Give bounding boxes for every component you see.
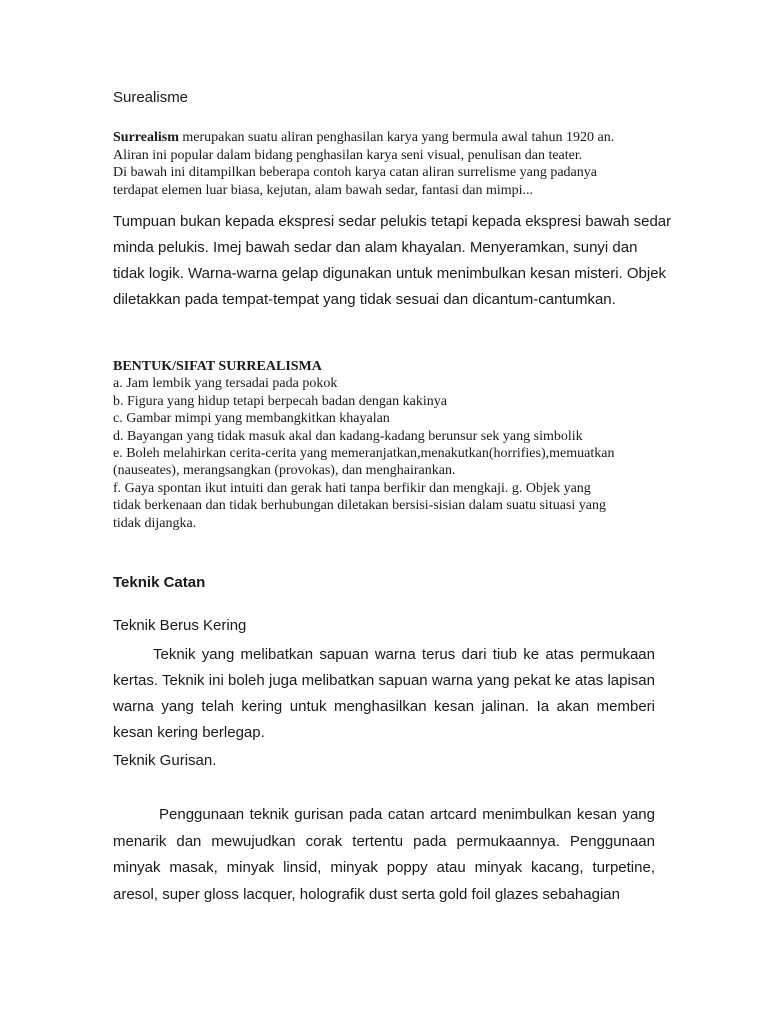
list-item: (nauseates), merangsangkan (provokas), dan menghairankan. <box>113 463 456 479</box>
list-item: tidak dijangka. <box>113 515 197 531</box>
berus-kering-text: Teknik yang melibatkan sapuan warna terus dari tiub ke atas permukaan kertas. Teknik ini boleh juga melibatkan sapuan warna yang pekat ke atas lapisan warna yang telah kering untuk menghasilkan kesan jalinan. Ia akan memberi kesan kering berlegap. <box>113 646 655 741</box>
intro-line-1-rest: merupakan suatu aliran penghasilan karya yang bermula awal tahun 1920 an. <box>178 130 615 145</box>
section-heading-teknik-catan: Teknik Catan <box>113 574 206 591</box>
document-title: Surealisme <box>113 89 189 106</box>
subsection-title-berus-kering: Teknik Berus Kering <box>113 617 247 634</box>
characteristics-heading: BENTUK/SIFAT SURREALISMA <box>113 359 322 374</box>
gurisan-paragraph <box>113 802 655 908</box>
list-item: d. Bayangan yang tidak masuk akal dan kadang-kadang berunsur sek yang simbolik <box>113 428 583 444</box>
characteristics-section <box>113 358 673 532</box>
intro-line-4: terdapat elemen luar biasa, kejutan, alam bawah sedar, fantasi dan mimpi... <box>113 182 534 198</box>
gurisan-text: Penggunaan teknik gurisan pada catan artcard menimbulkan kesan yang menarik dan mewujudkan corak tertentu pada permukaannya. Penggunaan minyak masak, minyak linsid, minyak poppy atau minyak kacang, turpetine, aresol, super gloss lacquer, holografik dust serta gold foil glazes sebahagian <box>113 806 655 903</box>
list-item: a. Jam lembik yang tersadai pada pokok <box>113 376 338 392</box>
intro-line-2: Aliran ini popular dalam bidang penghasilan karya seni visual, penulisan dan teater. <box>113 147 583 163</box>
intro-line-3: Di bawah ini ditampilkan beberapa contoh karya catan aliran surrelisme yang padanya <box>113 165 597 181</box>
description-paragraph: Tumpuan bukan kepada ekspresi sedar pelukis tetapi kepada ekspresi bawah sedar minda pelukis. Imej bawah sedar dan alam khayalan. Menyeramkan, sunyi dan tidak logik. Warna-warna gelap digunakan untuk menimbulkan kesan misteri. Objek diletakkan pada tempat-tempat yang tidak sesuai dan dicantum-cantumkan. <box>113 213 672 308</box>
berus-kering-paragraph <box>113 642 655 746</box>
intro-line-1 <box>113 129 673 147</box>
list-item: e. Boleh melahirkan cerita-cerita yang memeranjatkan,menakutkan(horrifies),memuatkan <box>113 446 615 462</box>
list-item: b. Figura yang hidup tetapi berpecah badan dengan kakinya <box>113 393 447 409</box>
list-item: f. Gaya spontan ikut intuiti dan gerak hati tanpa berfikir dan mengkaji. g. Objek yang <box>113 480 591 496</box>
subsection-title-gurisan: Teknik Gurisan. <box>113 752 217 769</box>
list-item: tidak berkenaan dan tidak berhubungan diletakan bersisi-sisian dalam suatu situasi yang <box>113 498 606 514</box>
intro-paragraph <box>113 129 673 199</box>
intro-term: Surrealism <box>113 130 179 145</box>
list-item: c. Gambar mimpi yang membangkitkan khayalan <box>113 411 390 427</box>
